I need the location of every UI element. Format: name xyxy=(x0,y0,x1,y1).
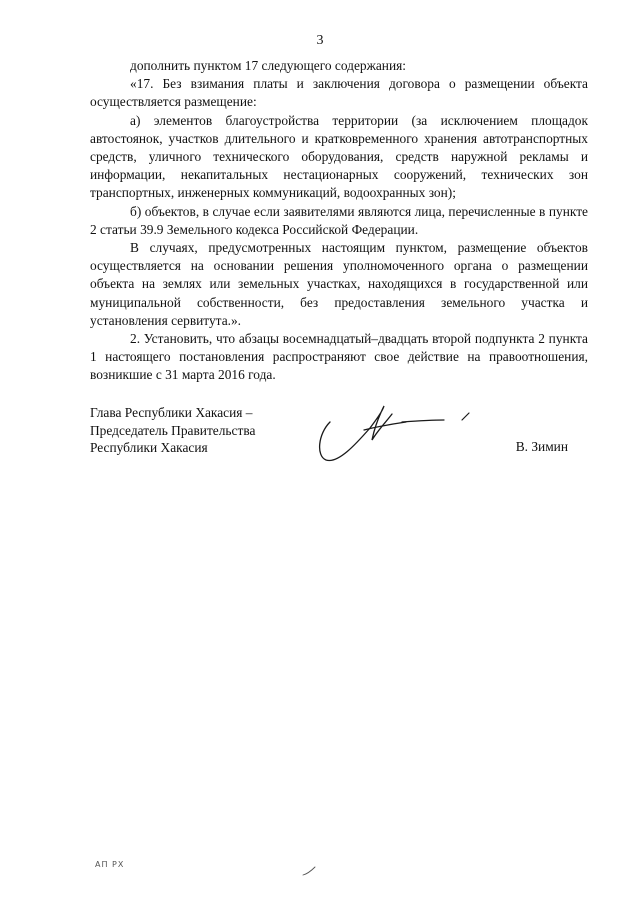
page-number: 3 xyxy=(316,33,324,48)
signer-name: В. Зимин xyxy=(515,439,568,454)
paragraph-3: а) элементов благоустройства территории (за исключением площадок автостоянок, участков длительного и кратковременного хранения автотранспортных средств, уличного технического оборудования, средств наружной рекламы и информации, некапитальных нестационарных сооружений, технических зон транспортных, инженерных коммуникаций, водоохранных зон); xyxy=(90,112,588,201)
footer-code: АП РХ xyxy=(95,860,125,869)
signature-block xyxy=(90,404,255,457)
signer-title-line: Республики Хакасия xyxy=(90,440,208,455)
handwritten-signature xyxy=(312,400,482,470)
paragraph-4: б) объектов, в случае если заявителями являются лица, перечисленные в пункте 2 статьи 39.9 Земельного кодекса Российской Федерации. xyxy=(90,203,588,237)
signer-title-line: Председатель Правительства xyxy=(90,422,256,438)
footer-mark xyxy=(300,864,320,878)
paragraph-6: 2. Установить, что абзацы восемнадцатый–двадцать второй подпункта 2 пункта 1 настоящего постановления распространяют свое действие на правоотношения, возникшие с 31 марта 2016 года. xyxy=(90,331,588,383)
paragraph-2: «17. Без взимания платы и заключения договора о размещении объекта осуществляется размещение: xyxy=(90,76,588,110)
paragraph-5: В случаях, предусмотренных настоящим пунктом, размещение объектов осуществляется на основании решения уполномоченного органа о размещении объекта на землях или земельных участках, находящихся в государственной или муниципальной собственности, без предоставления земельного участка и установления сервитута.». xyxy=(90,240,588,328)
paragraph-1: дополнить пунктом 17 следующего содержания: xyxy=(130,58,407,73)
signer-title-line: Глава Республики Хакасия – xyxy=(90,405,253,420)
body-text xyxy=(90,57,588,385)
